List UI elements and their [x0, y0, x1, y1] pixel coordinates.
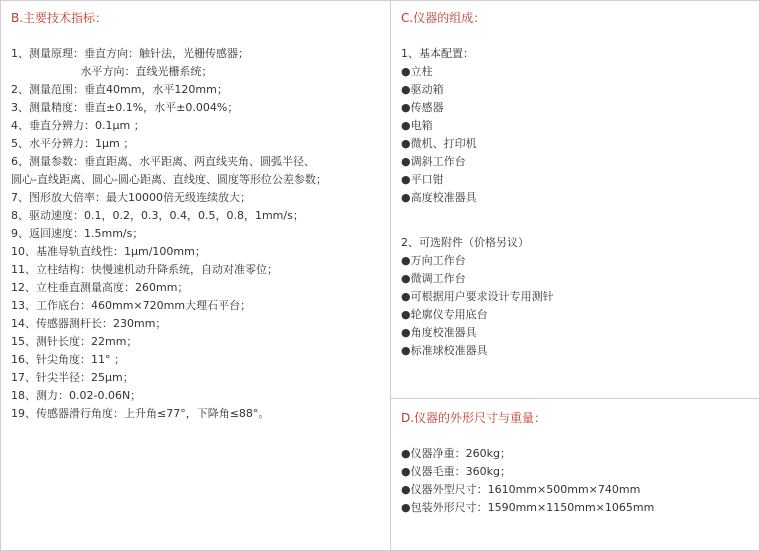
optional-item: ●可根据用户要求设计专用测针	[401, 290, 554, 303]
optional-item: ●万向工作台	[401, 254, 466, 267]
basic-item: ●驱动箱	[401, 83, 444, 96]
spec-line: 17、针尖半径：25μm；	[11, 371, 134, 384]
dimensions-title: D.仪器的外形尺寸与重量：	[401, 411, 547, 425]
spec-line: 3、测量精度：垂直±0.1%，水平±0.004%；	[11, 101, 239, 114]
spec-line: 水平方向：直线光栅系统；	[11, 65, 213, 78]
dimensions-section	[401, 409, 753, 517]
basic-item: ●微机、打印机	[401, 137, 477, 150]
spec-line: 12、立柱垂直测量高度：260mm；	[11, 281, 189, 294]
spec-line: 13、工作底台：460mm×720mm大理石平台；	[11, 299, 252, 312]
spec-line: 1、测量原理：垂直方向：触针法，光栅传感器；	[11, 47, 249, 60]
composition-title: C.仪器的组成：	[401, 11, 486, 25]
basic-item: ●平口钳	[401, 173, 444, 186]
dimension-item: ●包装外形尺寸：1590mm×1150mm×1065mm	[401, 501, 655, 514]
optional-item: ●角度校准器具	[401, 326, 477, 339]
optional-items	[401, 252, 753, 360]
basic-item: ●高度校准器具	[401, 191, 477, 204]
specs-list	[11, 45, 383, 423]
spec-line: 18、测力：0.02-0.06N；	[11, 389, 142, 402]
spec-line: 6、测量参数：垂直距离、水平距离、两直线夹角、圆弧半径、	[11, 155, 315, 168]
spec-line: 4、垂直分辨力：0.1μm ；	[11, 119, 145, 132]
optional-item: ●微调工作台	[401, 272, 466, 285]
basic-items	[401, 63, 753, 207]
basic-config-list	[401, 45, 753, 63]
dimensions-list	[401, 445, 753, 517]
spec-line: 14、传感器测杆长：230mm；	[11, 317, 167, 330]
spec-line: 11、立柱结构：快慢速机动升降系统，自动对准零位；	[11, 263, 278, 276]
spec-line: 圆心-直线距离、圆心-圆心距离、直线度、圆度等形位公差参数；	[11, 173, 327, 186]
spec-line: 16、针尖角度：11° ；	[11, 353, 125, 366]
optional-item: ●标准球校准器具	[401, 344, 488, 357]
basic-item: ●立柱	[401, 65, 433, 78]
composition-section	[401, 9, 753, 360]
spec-line: 7、图形放大倍率：最大10000倍无级连续放大；	[11, 191, 251, 204]
dimension-item: ●仪器净重：260kg；	[401, 447, 511, 460]
optional-item: ●轮廓仪专用底台	[401, 308, 488, 321]
spec-line: 15、测针长度：22mm；	[11, 335, 138, 348]
spec-line: 10、基准导轨直线性：1μm/100mm；	[11, 245, 206, 258]
spec-line: 19、传感器滑行角度：上升角≤77°，下降角≤88°。	[11, 407, 270, 420]
spec-line: 5、水平分辨力：1μm ；	[11, 137, 135, 150]
basic-config-heading: 1、基本配置：	[401, 47, 474, 60]
basic-item: ●传感器	[401, 101, 444, 114]
dimension-item: ●仪器毛重：360kg；	[401, 465, 511, 478]
optional-heading: 2、可选附件（价格另议）	[401, 236, 529, 249]
optional-list	[401, 234, 753, 252]
spec-line: 9、返回速度：1.5mm/s；	[11, 227, 144, 240]
specs-title: B.主要技术指标：	[11, 11, 108, 25]
spec-line: 8、驱动速度：0.1，0.2，0.3，0.4，0.5，0.8，1mm/s；	[11, 209, 304, 222]
basic-item: ●调斜工作台	[401, 155, 466, 168]
basic-item: ●电箱	[401, 119, 433, 132]
dimension-item: ●仪器外型尺寸：1610mm×500mm×740mm	[401, 483, 641, 496]
specs-section	[11, 9, 383, 423]
column-divider	[390, 0, 391, 551]
row-divider	[391, 398, 759, 399]
spec-line: 2、测量范围：垂直40mm，水平120mm；	[11, 83, 228, 96]
